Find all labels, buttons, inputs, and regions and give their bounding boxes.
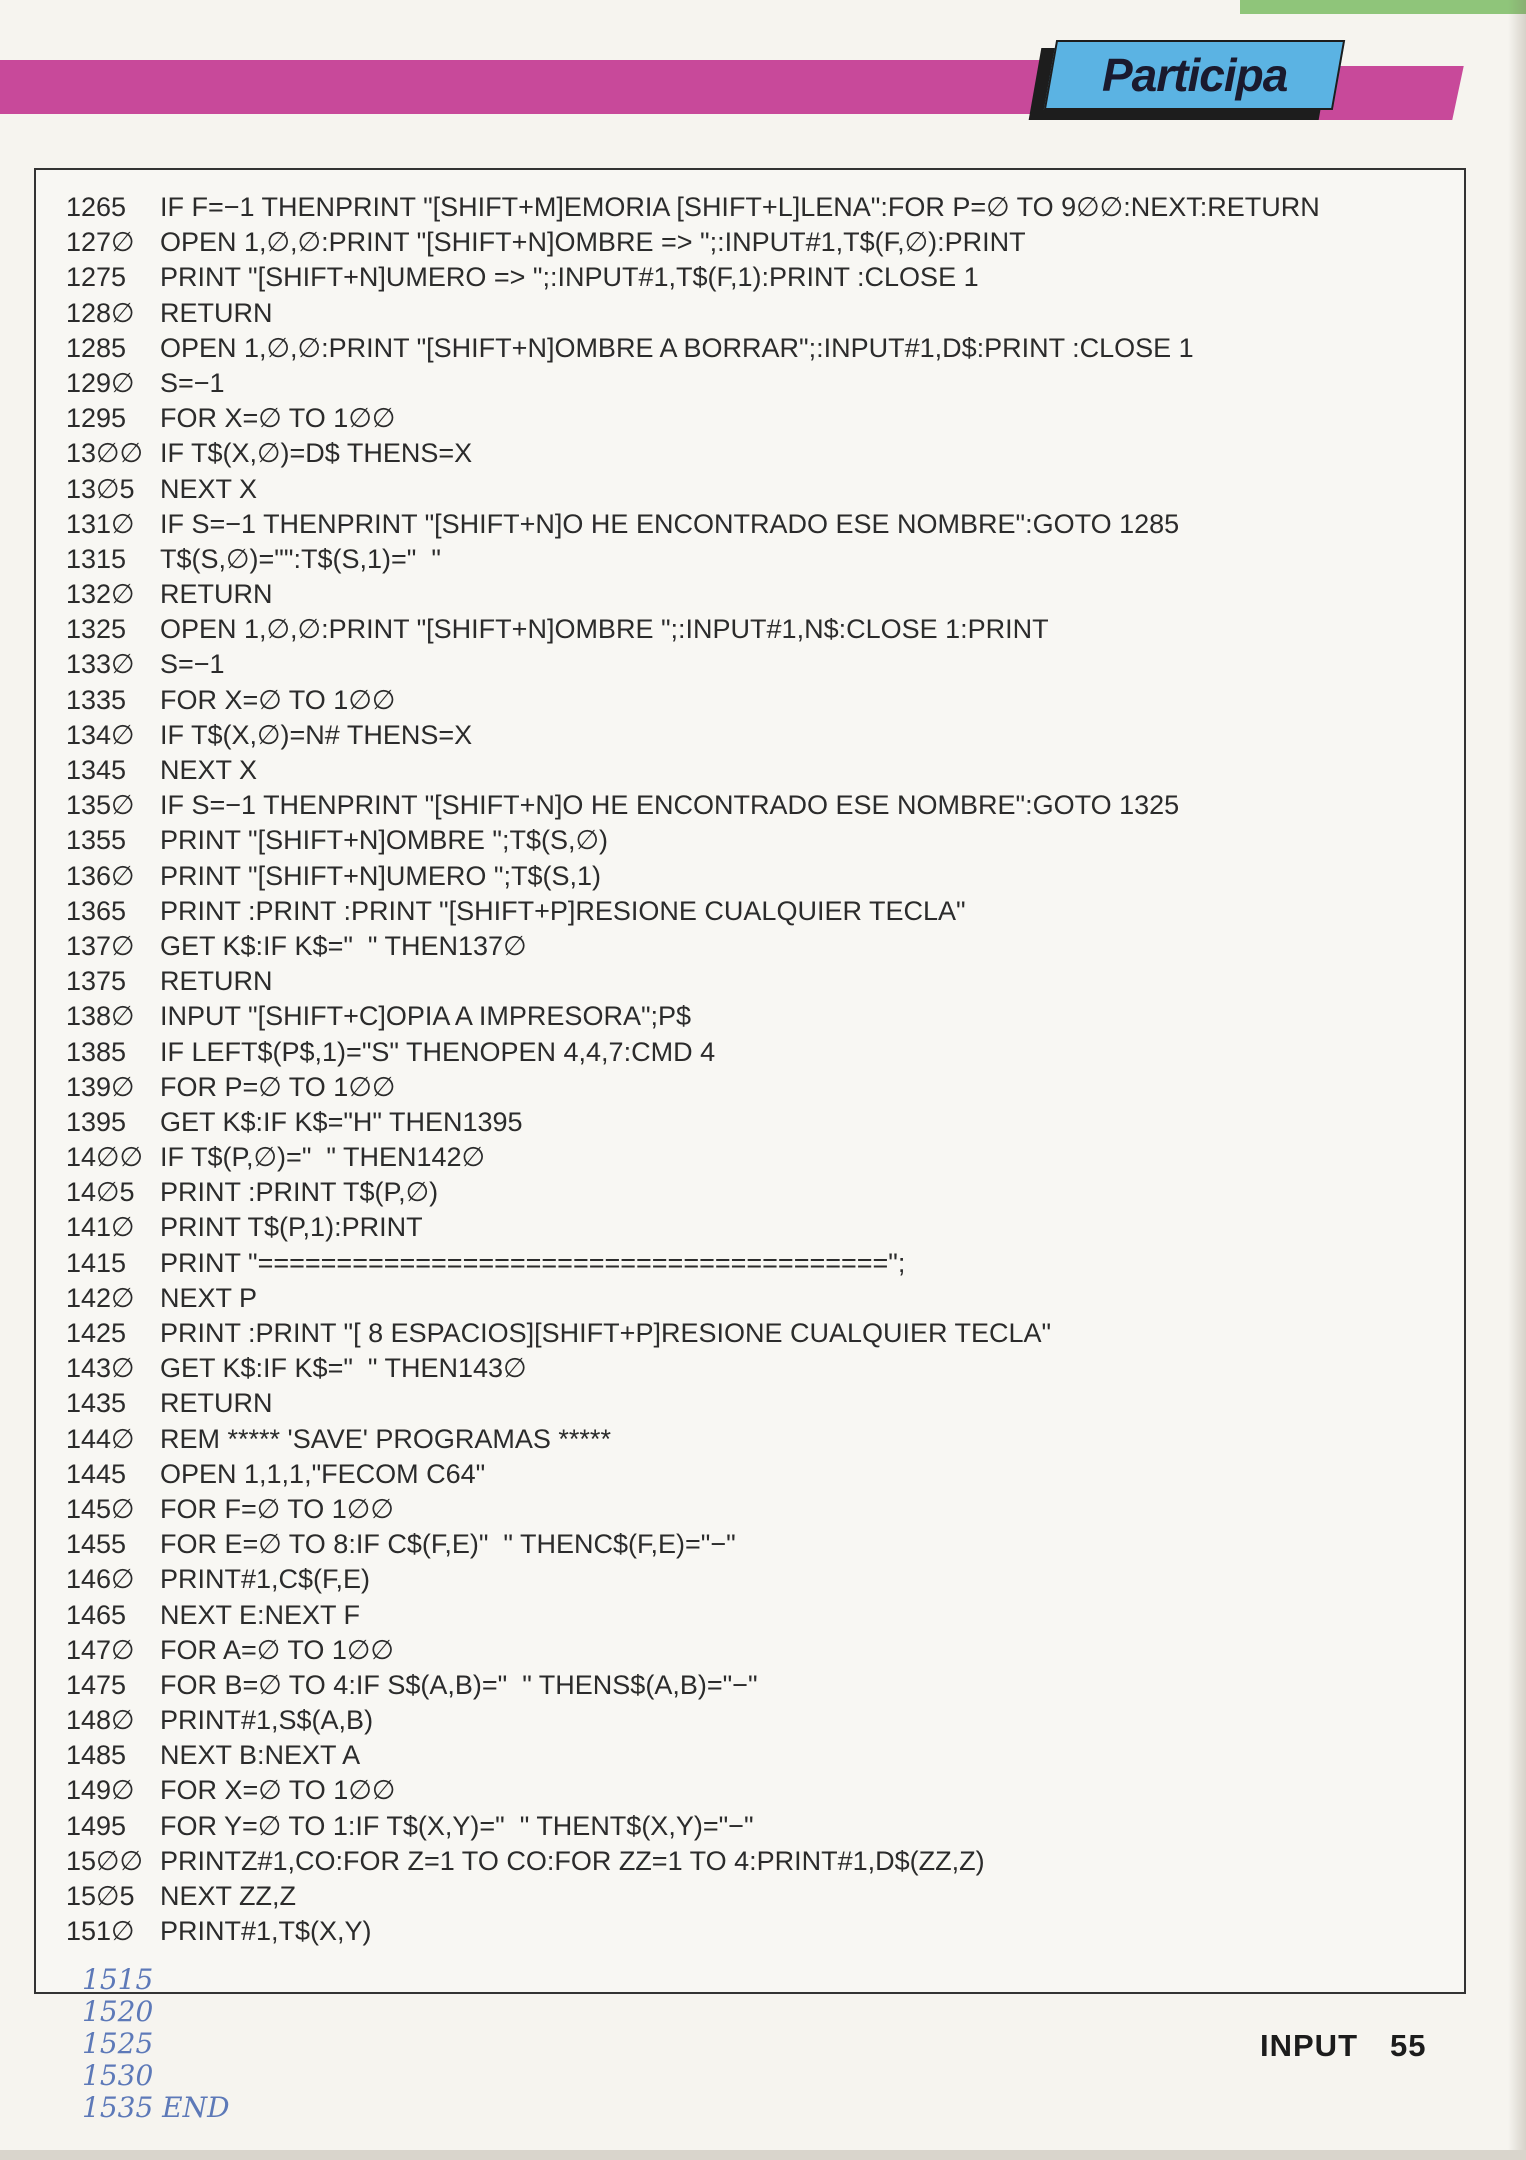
line-number: 137∅ [66,930,135,961]
code-statement: FOR Y=∅ TO 1:IF T$(X,Y)=" " THENT$(X,Y)="−" [160,1810,754,1841]
page-edge-bottom [0,2150,1526,2160]
code-line [66,436,1446,471]
code-statement: NEXT X [160,473,258,504]
line-number: 1425 [66,1318,127,1348]
line-number: 13∅5 [66,473,135,504]
code-line [66,1210,1446,1245]
section-tag [1044,40,1345,110]
page-edge-shadow [1508,0,1526,2160]
code-line [66,894,1446,929]
line-number: 127∅ [66,227,135,258]
section-tag-label: Participa [1101,49,1288,101]
line-number: 1435 [66,1388,127,1419]
line-number: 15∅∅ [66,1845,144,1876]
code-statement: GET K$:IF K$="H" THEN1395 [160,1106,523,1137]
code-line [66,1809,1446,1844]
code-line [66,929,1446,964]
code-line [66,718,1446,753]
line-number: 1415 [66,1247,127,1278]
code-statement: PRINT :PRINT :PRINT "[SHIFT+P]RESIONE CUALQUIER TECLA" [160,895,966,926]
line-number: 14∅5 [66,1177,135,1208]
code-statement: NEXT E:NEXT F [160,1599,361,1630]
line-number: 1385 [66,1036,127,1067]
code-statement: RETURN [160,579,273,610]
line-number: 131∅ [66,508,135,539]
code-line [66,296,1446,331]
handwritten-line: 1515 [82,1963,154,1996]
code-line [66,366,1446,401]
code-line [66,1527,1446,1562]
code-statement: NEXT P [160,1282,258,1313]
line-number: 1315 [66,543,127,574]
line-number: 141∅ [66,1212,135,1243]
line-number: 143∅ [66,1353,135,1384]
code-line [66,683,1446,718]
line-number: 1285 [66,332,127,363]
code-line [66,964,1446,999]
code-statement: IF F=−1 THENPRINT "[SHIFT+M]EMORIA [SHIFT+L]LENA":FOR P=∅ TO 9∅∅:NEXT:RETURN [160,192,1320,222]
page-footer [1260,2028,1426,2064]
page-edge-green [1240,0,1526,14]
code-line [66,1070,1446,1105]
code-line [66,1316,1446,1351]
code-statement: PRINT#1,C$(F,E) [160,1564,371,1595]
code-line [66,472,1446,507]
line-number: 1295 [66,403,127,434]
line-number: 147∅ [66,1634,135,1665]
line-number: 148∅ [66,1705,135,1736]
code-line [66,753,1446,788]
code-statement: PRINT#1,T$(X,Y) [160,1916,372,1947]
code-line [66,190,1446,225]
line-number: 133∅ [66,649,135,680]
code-statement: FOR B=∅ TO 4:IF S$(A,B)=" " THENS$(A,B)="−" [160,1669,758,1700]
line-number: 1495 [66,1810,127,1841]
code-line [66,1422,1446,1457]
code-line [66,1351,1446,1386]
code-line [66,823,1446,858]
code-line [66,1035,1446,1070]
line-number: 128∅ [66,297,135,328]
line-number: 15∅5 [66,1881,135,1911]
code-statement: PRINT "[SHIFT+N]UMERO ";T$(S,1) [160,860,601,891]
code-statement: INPUT "[SHIFT+C]OPIA A IMPRESORA";P$ [160,1001,692,1032]
program-listing [66,190,1446,1949]
code-statement: OPEN 1,∅,∅:PRINT "[SHIFT+N]OMBRE ";:INPUT#1,N$:CLOSE 1:PRINT [160,614,1049,645]
line-number: 1475 [66,1669,127,1700]
code-line [66,542,1446,577]
line-number: 1275 [66,262,127,293]
section-banner-bar [0,60,1040,114]
code-statement: IF T$(P,∅)=" " THEN142∅ [160,1142,486,1173]
line-number: 129∅ [66,367,135,398]
code-statement: FOR P=∅ TO 1∅∅ [160,1071,396,1102]
line-number: 1465 [66,1599,127,1630]
line-number: 1325 [66,614,127,645]
code-statement: PRINT#1,S$(A,B) [160,1705,374,1736]
code-line [66,1386,1446,1421]
code-statement: PRINTZ#1,CO:FOR Z=1 TO CO:FOR ZZ=1 TO 4:PRINT#1,D$(ZZ,Z) [160,1845,985,1876]
line-number: 138∅ [66,1001,135,1032]
line-number: 13∅∅ [66,438,144,469]
handwritten-line-numbers [82,1964,230,2124]
line-number: 145∅ [66,1493,135,1524]
code-statement: FOR F=∅ TO 1∅∅ [160,1493,394,1524]
code-statement: FOR A=∅ TO 1∅∅ [160,1634,394,1665]
code-statement: IF T$(X,∅)=N# THENS=X [160,719,473,750]
code-statement: OPEN 1,∅,∅:PRINT "[SHIFT+N]OMBRE A BORRAR";:INPUT#1,D$:PRINT :CLOSE 1 [160,332,1194,363]
line-number: 1365 [66,895,127,926]
code-line [66,1703,1446,1738]
line-number: 151∅ [66,1916,135,1947]
line-number: 135∅ [66,790,135,821]
code-statement: FOR X=∅ TO 1∅∅ [160,684,396,715]
line-number: 136∅ [66,860,135,891]
code-statement: T$(S,∅)="":T$(S,1)=" " [160,543,441,574]
line-number: 1485 [66,1740,127,1771]
code-statement: PRINT :PRINT "[ 8 ESPACIOS][SHIFT+P]RESIONE CUALQUIER TECLA" [160,1318,1052,1348]
code-statement: PRINT "========================================"; [160,1247,906,1278]
code-statement: IF S=−1 THENPRINT "[SHIFT+N]O HE ENCONTRADO ESE NOMBRE":GOTO 1285 [160,508,1180,539]
line-number: 1375 [66,966,127,997]
code-line [66,401,1446,436]
code-line [66,1844,1446,1879]
line-number: 134∅ [66,719,135,750]
code-line [66,1598,1446,1633]
code-statement: GET K$:IF K$=" " THEN143∅ [160,1353,527,1384]
line-number: 1445 [66,1458,127,1489]
code-line [66,1105,1446,1140]
code-line [66,507,1446,542]
code-line [66,1879,1446,1914]
code-statement: RETURN [160,966,273,997]
line-number: 1265 [66,192,127,222]
code-line [66,1281,1446,1316]
line-number: 1455 [66,1529,127,1560]
line-number: 146∅ [66,1564,135,1595]
code-statement: REM ***** 'SAVE' PROGRAMAS ***** [160,1423,611,1454]
line-number: 1355 [66,825,127,856]
line-number: 142∅ [66,1282,135,1313]
code-line [66,1914,1446,1949]
line-number: 1345 [66,755,127,785]
code-statement: PRINT T$(P,1):PRINT [160,1212,423,1243]
line-number: 1395 [66,1106,127,1137]
line-number: 139∅ [66,1071,135,1102]
magazine-name: INPUT [1260,2028,1358,2063]
code-line [66,1562,1446,1597]
code-line [66,1633,1446,1668]
code-statement: NEXT X [160,755,258,785]
code-statement: PRINT "[SHIFT+N]OMBRE ";T$(S,∅) [160,825,608,856]
code-statement: FOR X=∅ TO 1∅∅ [160,403,396,434]
code-line [66,1492,1446,1527]
code-statement: IF LEFT$(P$,1)="S" THENOPEN 4,4,7:CMD 4 [160,1036,716,1067]
code-line [66,999,1446,1034]
code-statement: PRINT :PRINT T$(P,∅) [160,1177,439,1208]
code-line [66,788,1446,823]
handwritten-line: 1520 [82,1995,154,2028]
handwritten-line: 1525 [82,2027,154,2060]
line-number: 132∅ [66,579,135,610]
code-line [66,1738,1446,1773]
code-line [66,1140,1446,1175]
code-statement: NEXT B:NEXT A [160,1740,361,1771]
code-statement: FOR X=∅ TO 1∅∅ [160,1775,396,1806]
page-number: 55 [1390,2028,1427,2063]
code-line [66,859,1446,894]
code-statement: IF S=−1 THENPRINT "[SHIFT+N]O HE ENCONTRADO ESE NOMBRE":GOTO 1325 [160,790,1180,821]
code-statement: NEXT ZZ,Z [160,1881,297,1911]
code-statement: S=−1 [160,649,225,680]
code-line [66,225,1446,260]
code-statement: S=−1 [160,367,225,398]
code-statement: PRINT "[SHIFT+N]UMERO => ";:INPUT#1,T$(F,1):PRINT :CLOSE 1 [160,262,979,293]
code-line [66,1773,1446,1808]
code-line [66,612,1446,647]
code-line [66,331,1446,366]
code-statement: GET K$:IF K$=" " THEN137∅ [160,930,527,961]
code-statement: IF T$(X,∅)=D$ THENS=X [160,438,473,469]
code-line [66,1175,1446,1210]
line-number: 149∅ [66,1775,135,1806]
line-number: 144∅ [66,1423,135,1454]
line-number: 1335 [66,684,127,715]
code-statement: RETURN [160,297,273,328]
code-line [66,1457,1446,1492]
code-line [66,1246,1446,1281]
handwritten-line: 1535 END [82,2091,230,2124]
code-statement: OPEN 1,1,1,"FECOM C64" [160,1458,486,1489]
code-line [66,577,1446,612]
code-statement: OPEN 1,∅,∅:PRINT "[SHIFT+N]OMBRE => ";:INPUT#1,T$(F,∅):PRINT [160,227,1026,258]
code-statement: FOR E=∅ TO 8:IF C$(F,E)" " THENC$(F,E)="−" [160,1529,736,1560]
code-line [66,260,1446,295]
code-line [66,647,1446,682]
code-statement: RETURN [160,1388,273,1419]
handwritten-line: 1530 [82,2059,154,2092]
line-number: 14∅∅ [66,1142,144,1173]
code-line [66,1668,1446,1703]
